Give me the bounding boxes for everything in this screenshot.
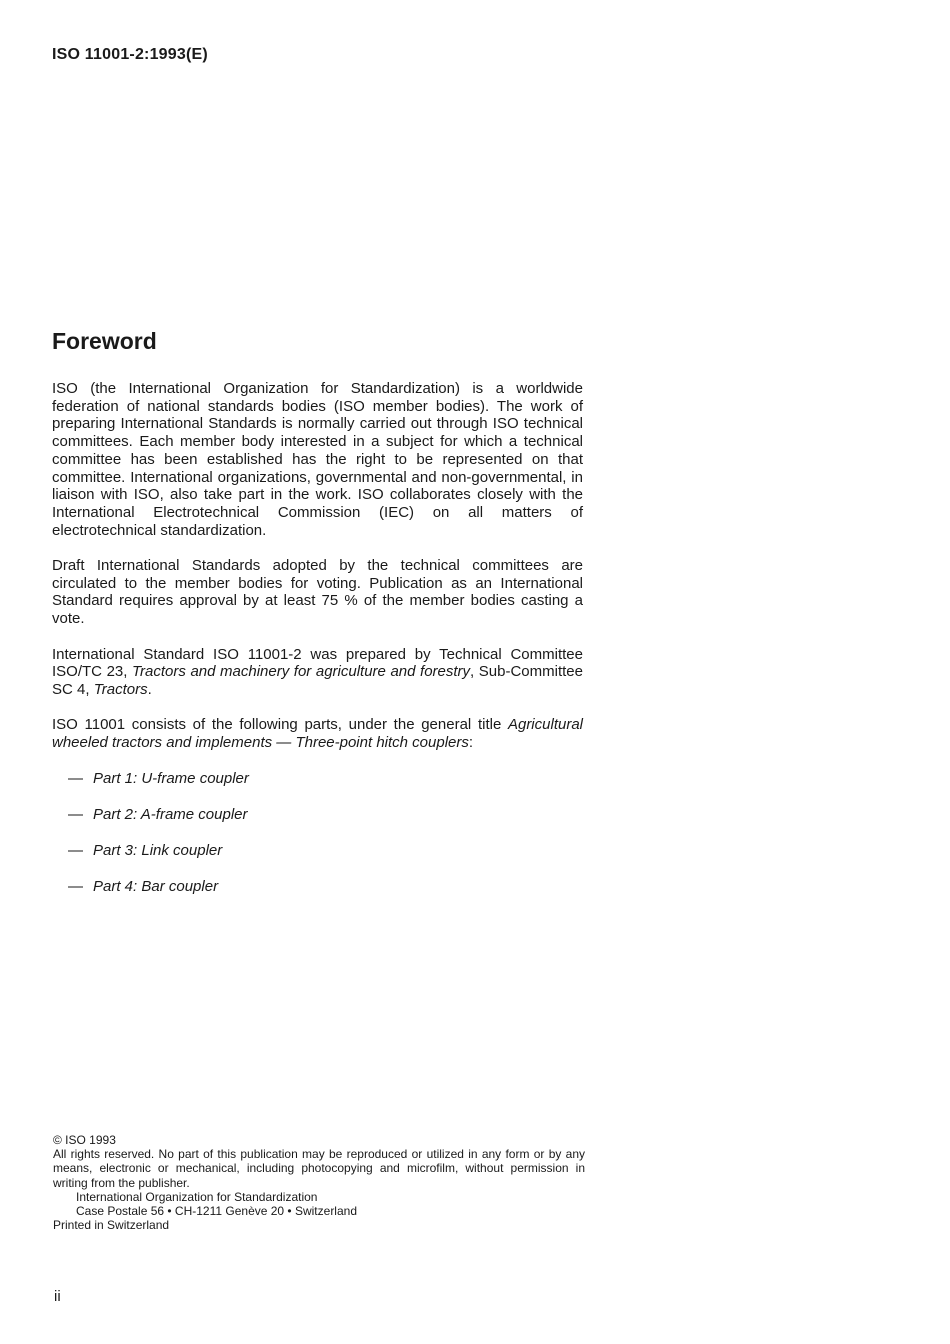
list-dash: — <box>68 770 83 787</box>
list-item <box>68 842 249 878</box>
list-dash: — <box>68 878 83 895</box>
foreword-paragraph-4 <box>52 716 583 751</box>
paragraph-3-text-b: , Sub-Committee SC 4, <box>52 663 583 698</box>
foreword-paragraph-1: ISO (the International Organization for Standardization) is a worldwide federation of national standards bodies (ISO member bodies). The work of preparing International Standards is normally carried out through ISO technical committees. Each member body interested in a subject for which a technical committee has been established has the right to be represented on that committee. International organizations, governmental and non-governmental, in liaison with ISO, also take part in the work. ISO collaborates closely with the International Electrotechnical Commission (IEC) on all matters of electrotechnical standardization. <box>52 380 583 539</box>
list-item <box>68 878 249 914</box>
copyright-line: © ISO 1993 <box>53 1133 116 1147</box>
paragraph-3-text-c: . <box>147 680 152 698</box>
foreword-body <box>52 380 583 769</box>
subcommittee-title: Tractors <box>93 680 148 698</box>
paragraph-4-text-a: ISO 11001 consists of the following parts, under the general title <box>52 716 508 734</box>
printed-location: Printed in Switzerland <box>53 1218 170 1233</box>
part-label: Part 4: Bar coupler <box>93 878 219 895</box>
organization-address: Case Postale 56 • CH-1211 Genève 20 • Switzerland <box>76 1204 357 1219</box>
organization-name: International Organization for Standardization <box>76 1189 318 1204</box>
document-identifier: ISO 11001-2:1993(E) <box>52 46 208 63</box>
parts-list <box>68 770 249 914</box>
rights-statement: All rights reserved. No part of this publication may be reproduced or utilized in any form or by any means, electronic or mechanical, including photocopying and microfilm, without permission in writing from the publisher. <box>53 1147 585 1190</box>
part-label: Part 1: U-frame coupler <box>93 770 249 787</box>
general-title: Agricultural wheeled tractors and implements — Three-point hitch couplers <box>52 716 583 752</box>
part-label: Part 2: A-frame coupler <box>93 806 248 823</box>
page-number: ii <box>54 1288 61 1305</box>
section-title: Foreword <box>52 328 157 354</box>
foreword-paragraph-3 <box>52 646 583 699</box>
list-item <box>68 770 249 806</box>
committee-title: Tractors and machinery for agriculture and forestry <box>131 663 471 681</box>
list-dash: — <box>68 842 83 859</box>
copyright-block <box>53 1133 585 1232</box>
part-label: Part 3: Link coupler <box>93 842 223 859</box>
list-dash: — <box>68 806 83 823</box>
list-item <box>68 806 249 842</box>
paragraph-4-text-b: : <box>468 734 474 752</box>
paragraph-3-text-a: International Standard ISO 11001-2 was prepared by Technical Committee ISO/TC 23, <box>52 645 583 681</box>
foreword-paragraph-2: Draft International Standards adopted by the technical committees are circulated to the member bodies for voting. Publication as an International Standard requires approval by at least 75 % of the member bodies casting a vote. <box>52 557 583 628</box>
